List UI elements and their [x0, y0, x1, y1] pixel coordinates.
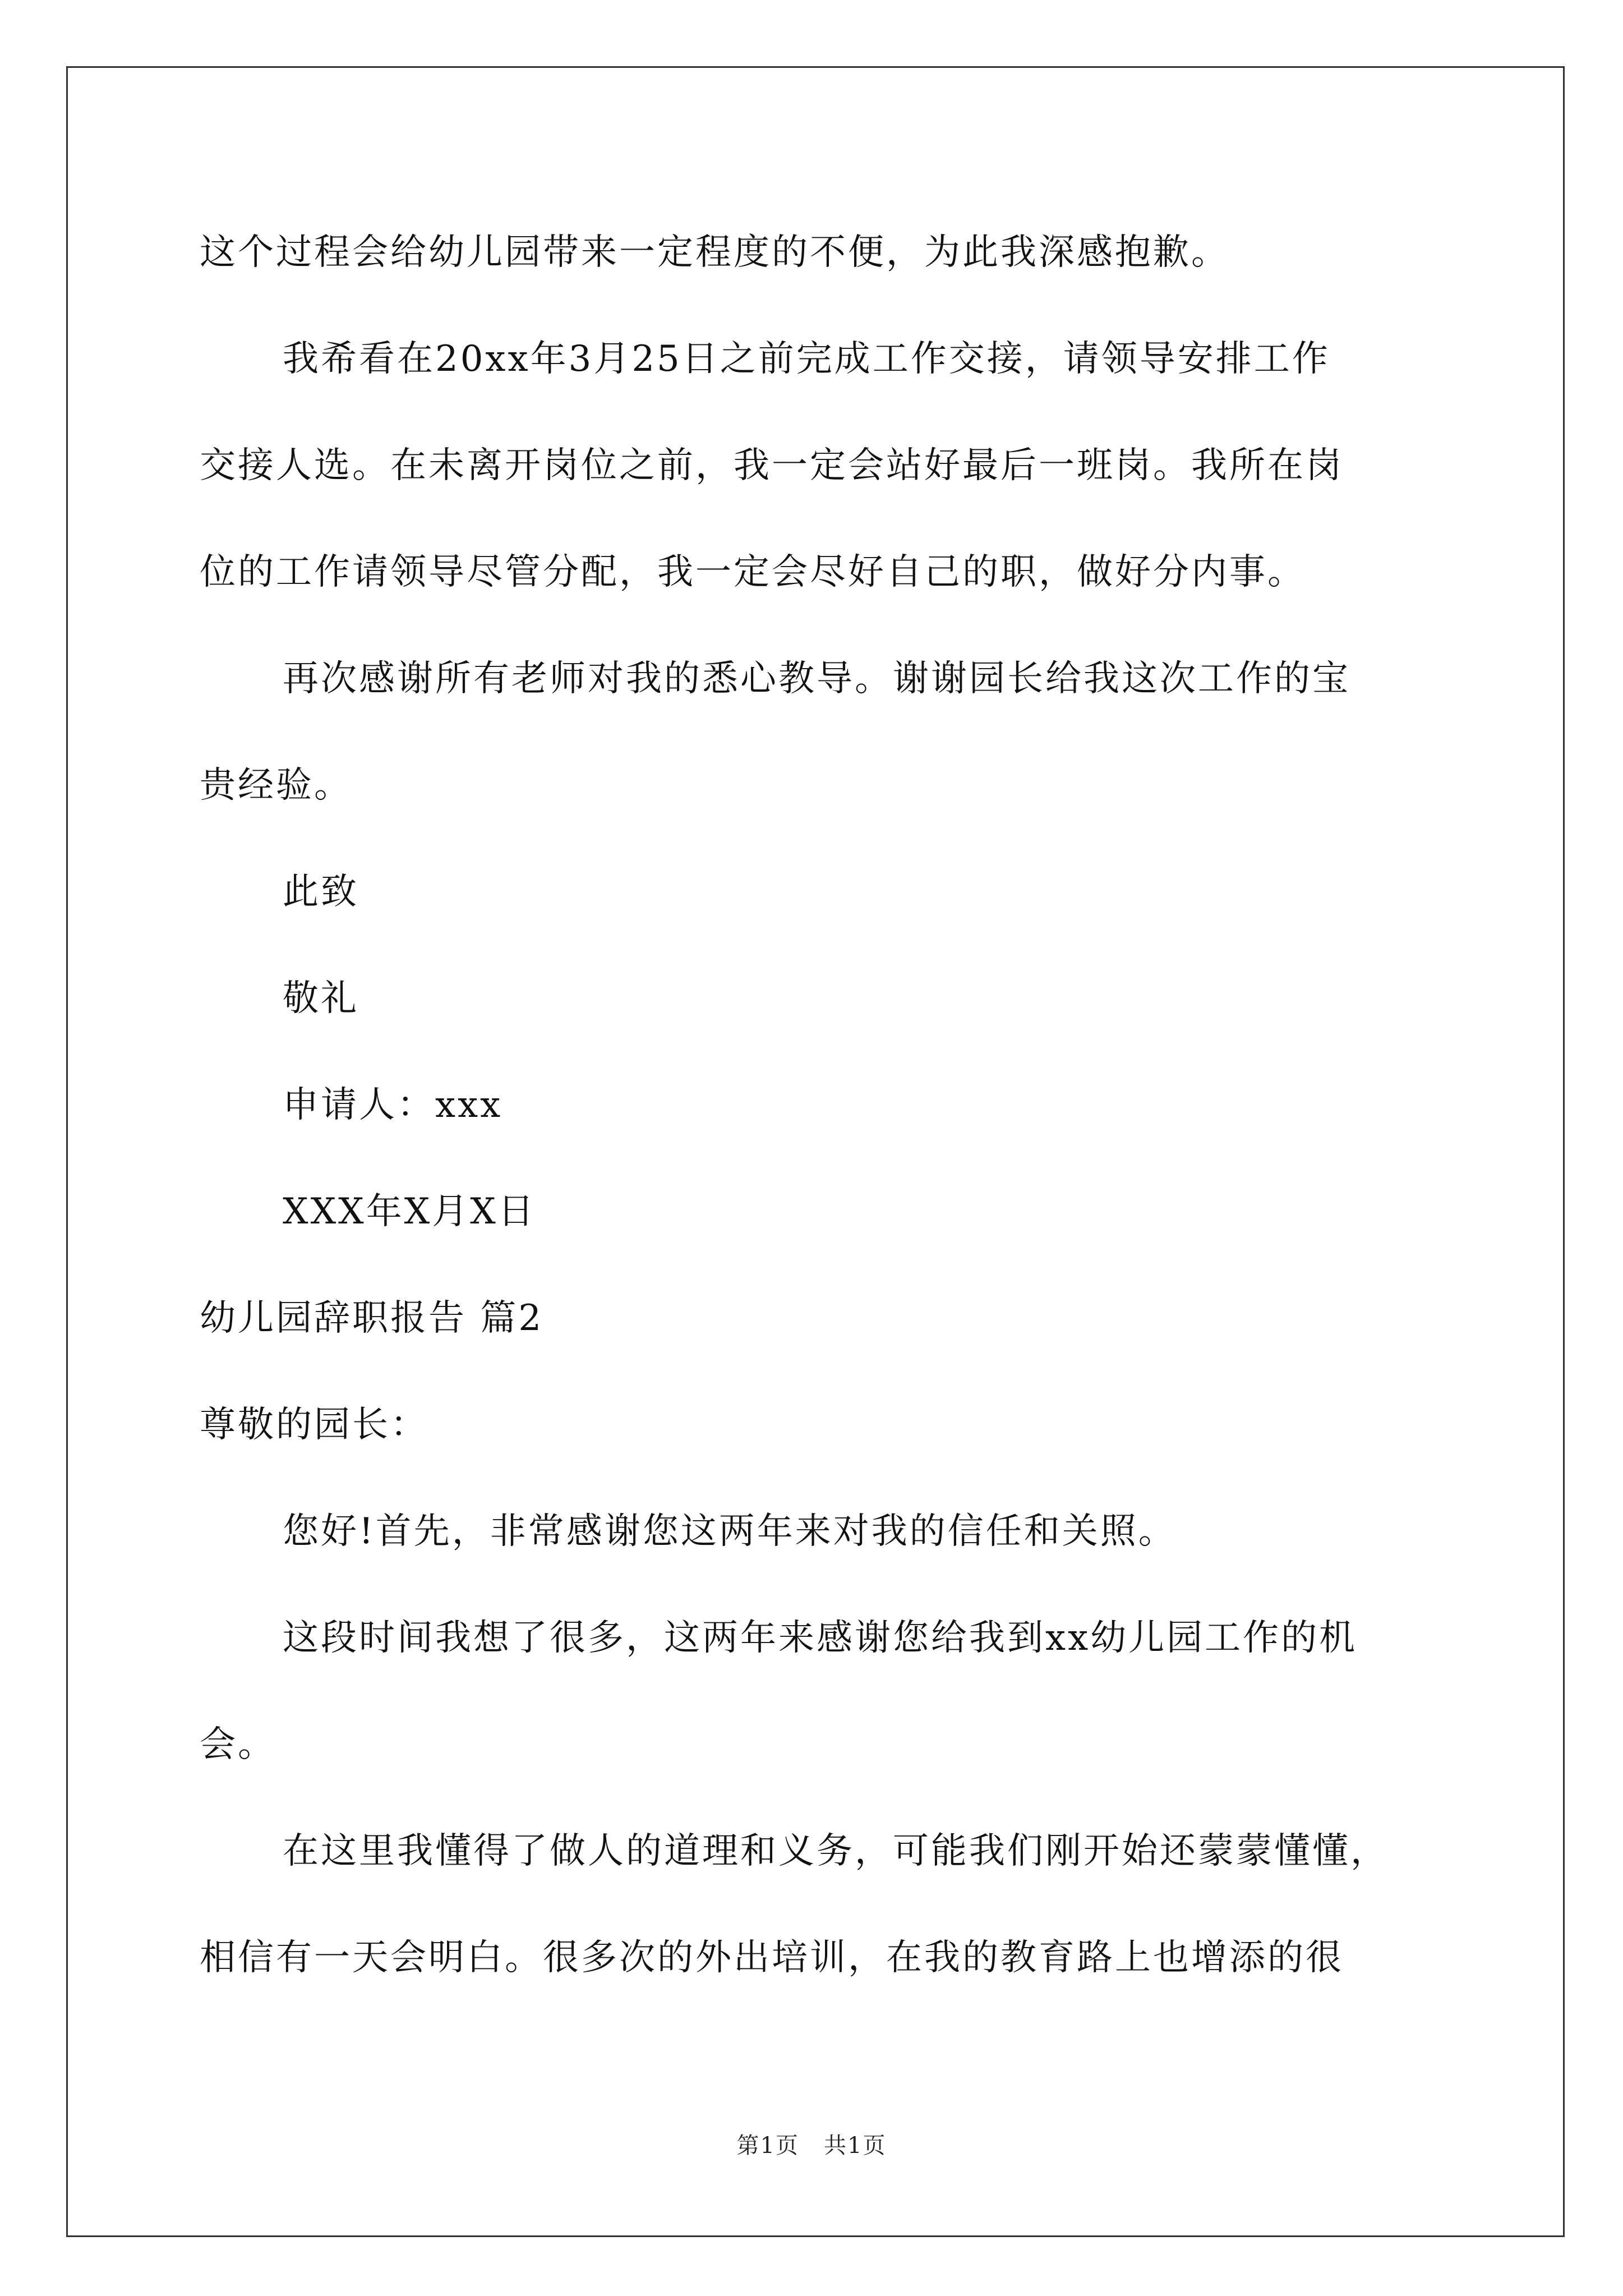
closing-regards: 敬礼 — [283, 978, 359, 1019]
page-number-current: 第1页 — [736, 2133, 799, 2159]
body-line: 在这里我懂得了做人的道理和义务，可能我们刚开始还蒙蒙懂懂， — [283, 1830, 1389, 1872]
body-line: 相信有一天会明白。很多次的外出培训，在我的教育路上也增添的很 — [200, 1937, 1344, 1978]
body-line: 这段时间我想了很多，这两年来感谢您给我到xx幼儿园工作的机 — [283, 1617, 1358, 1659]
body-line: 交接人选。在未离开岗位之前，我一定会站好最后一班岗。我所在岗 — [200, 445, 1344, 486]
body-line: 贵经验。 — [200, 765, 352, 806]
page-number-total: 共1页 — [824, 2133, 887, 2159]
body-line: 我希看在20xx年3月25日之前完成工作交接，请领导安排工作 — [283, 338, 1330, 380]
signature-date: XXX年X月X日 — [283, 1191, 536, 1232]
page-footer — [0, 2132, 1623, 2160]
section-heading: 幼儿园辞职报告 篇2 — [200, 1297, 544, 1339]
body-line: 位的工作请领导尽管分配，我一定会尽好自己的职，做好分内事。 — [200, 551, 1306, 593]
closing-salutation: 此致 — [283, 871, 359, 913]
body-line: 您好!首先，非常感谢您这两年来对我的信任和关照。 — [283, 1511, 1177, 1552]
body-line: 这个过程会给幼儿园带来一定程度的不便，为此我深感抱歉。 — [200, 232, 1229, 273]
page-border — [66, 66, 1565, 2237]
body-line: 再次感谢所有老师对我的悉心教导。谢谢园长给我这次工作的宝 — [283, 658, 1350, 700]
letter-greeting: 尊敬的园长： — [200, 1404, 428, 1446]
applicant-signature: 申请人：xxx — [283, 1084, 503, 1126]
body-line: 会。 — [200, 1724, 276, 1765]
